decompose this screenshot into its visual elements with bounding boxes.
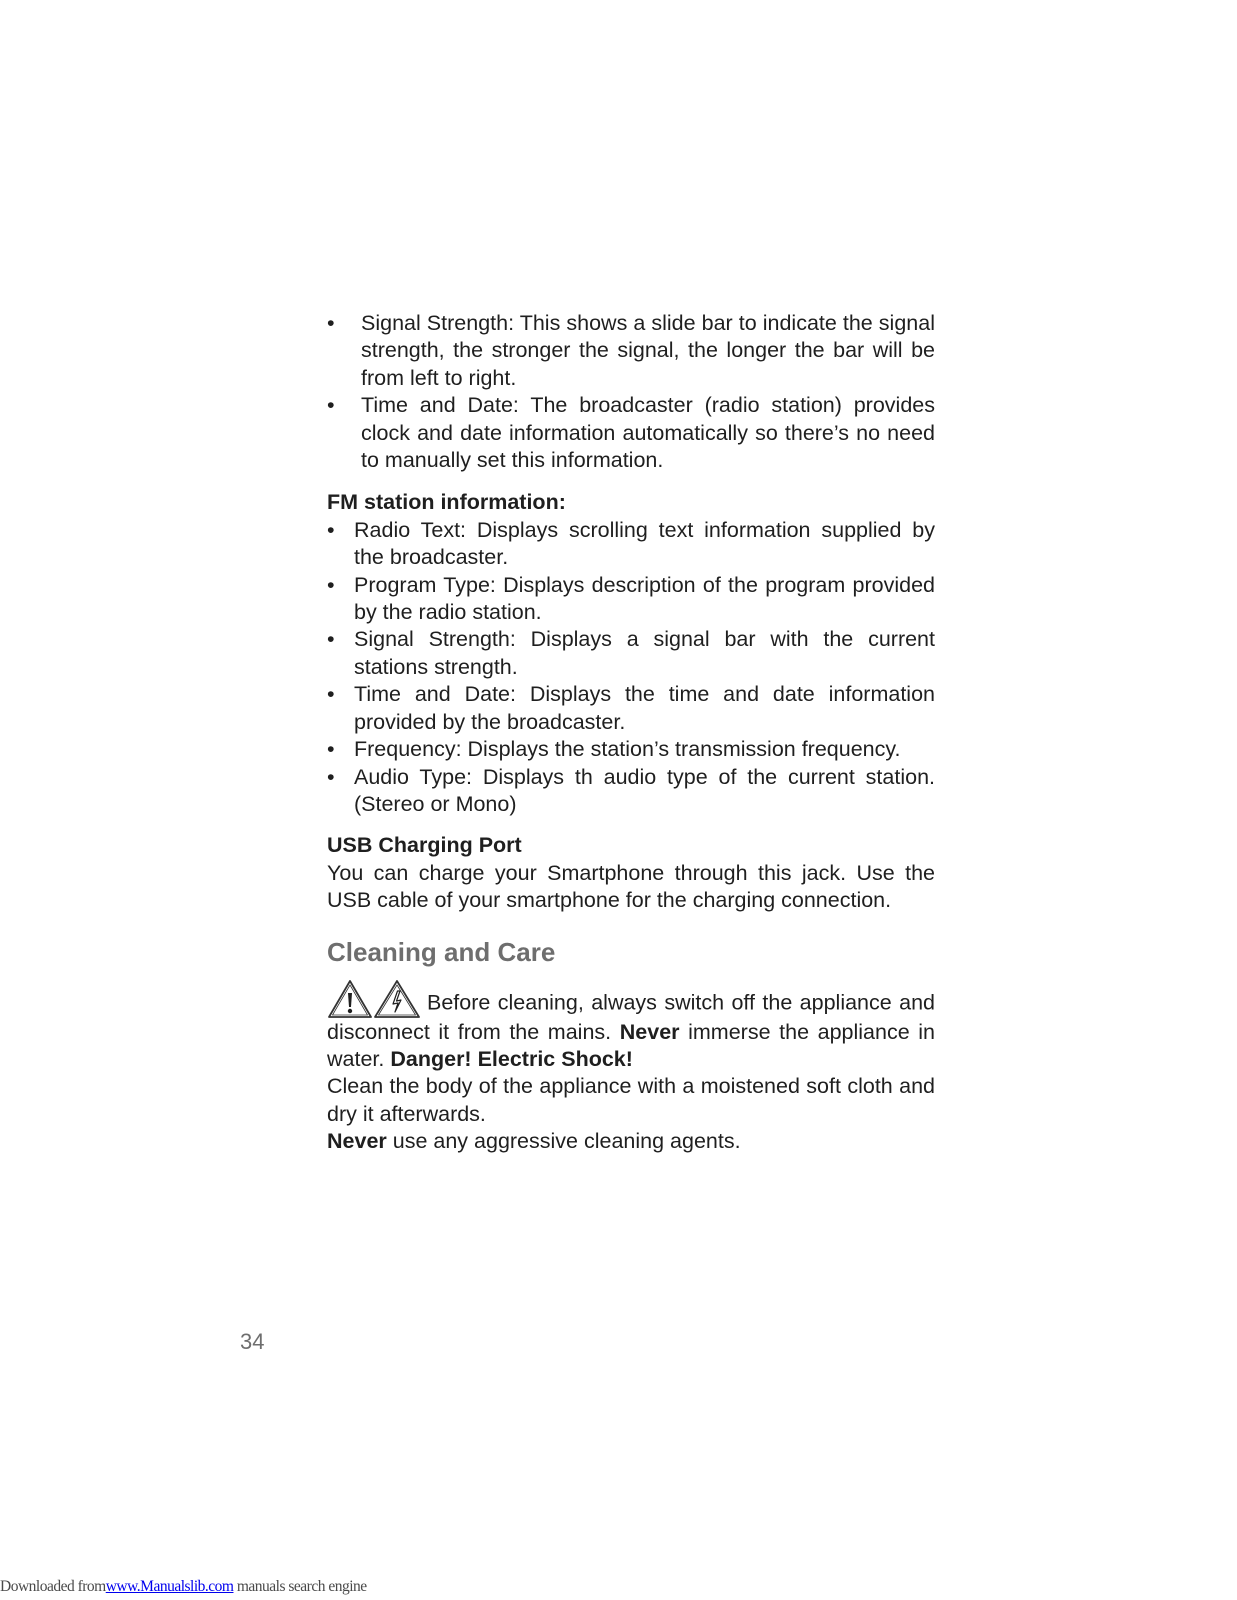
cleaning-agents-note bbox=[327, 1128, 935, 1155]
footer-suffix: manuals search engine bbox=[236, 1578, 367, 1595]
manual-page-content bbox=[327, 310, 935, 1156]
page-number: 34 bbox=[240, 1329, 265, 1354]
fm-info-list bbox=[327, 517, 935, 818]
list-item: • Audio Type: Displays th audio type of the current station. (Stereo or Mono) bbox=[327, 764, 935, 819]
list-item: • Frequency: Displays the station’s transmission frequency. bbox=[327, 736, 935, 763]
cleaning-care-title: Cleaning and Care bbox=[327, 936, 556, 967]
never-emphasis: Never bbox=[327, 1129, 387, 1154]
manualslib-link[interactable]: www.Manualslib.com bbox=[105, 1578, 234, 1595]
cleaning-instruction: Clean the body of the appliance with a moistened soft cloth and dry it afterwards. bbox=[327, 1074, 935, 1126]
download-footer bbox=[0, 1578, 367, 1596]
usb-port-heading: USB Charging Port bbox=[327, 833, 522, 858]
never-emphasis: Never bbox=[619, 1019, 680, 1044]
electric-shock-icon bbox=[373, 979, 421, 1019]
cleaning-agents-text: use any aggressive cleaning agents. bbox=[392, 1129, 741, 1154]
cleaning-warning bbox=[327, 979, 935, 1074]
list-item: • Signal Strength: This shows a slide bar to indicate the signal strength, the stronger the signal, the longer the bar will be from left to right. bbox=[327, 310, 935, 392]
usb-port-description: You can charge your Smartphone through this jack. Use the USB cable of your smartphone for the charging connection. bbox=[327, 860, 935, 913]
warning-icons bbox=[327, 979, 421, 1019]
footer-prefix: Downloaded from bbox=[0, 1578, 106, 1595]
danger-electric-shock: Danger! Electric Shock! bbox=[390, 1046, 633, 1071]
warning-exclamation-icon bbox=[327, 979, 373, 1019]
fm-info-heading: FM station information: bbox=[327, 490, 566, 515]
warning-text-part1: Before cleaning, always switch off the appliance and disconnect it from the mains. bbox=[327, 990, 935, 1044]
list-item: • Radio Text: Displays scrolling text information supplied by the broadcaster. bbox=[327, 517, 935, 572]
list-item: • Signal Strength: Displays a signal bar with the current stations strength. bbox=[327, 626, 935, 681]
list-item: • Time and Date: The broadcaster (radio station) provides clock and date information automatically so there’s no need to manually set this information. bbox=[327, 392, 935, 474]
list-item: • Program Type: Displays description of the program provided by the radio station. bbox=[327, 572, 935, 627]
warning-text-part2: immerse the appliance in water. bbox=[327, 1019, 935, 1071]
display-info-list bbox=[327, 310, 935, 474]
list-item: • Time and Date: Displays the time and date information provided by the broadcaster. bbox=[327, 681, 935, 736]
